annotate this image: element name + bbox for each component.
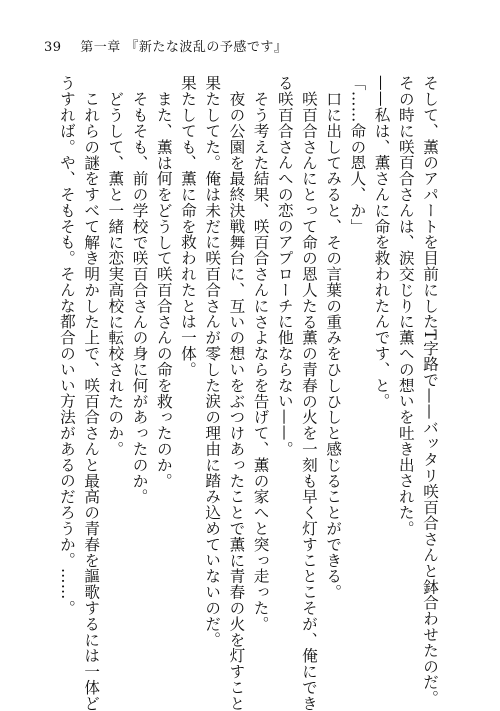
text-line: 果たしてた。俺は未だに咲百合さんが零した涙の理由に踏み込めていないのだ。 — [203, 75, 222, 648]
text-line: 果たしても、薫に命を救われたとは一体。 — [178, 75, 197, 378]
chapter-title: 『新たな波乱の予感です』 — [125, 40, 288, 55]
chapter-label: 第一章 — [80, 40, 121, 55]
novel-body-text — [57, 75, 442, 711]
text-line: うすれば。や、そもそも。そんな都合のいい方法があるのだろうか。……。 — [57, 75, 76, 616]
text-line: ——私は、薫さんに命を救われたんです、と。 — [372, 75, 391, 409]
text-line: る咲百合さんへの恋のアプローチに他ならない——。 — [275, 75, 294, 457]
text-line: その時に咲百合さんは、涙交じりに薫への想いを吐き出された。 — [396, 75, 415, 537]
text-line: そう考えた結果、咲百合さんにさよならを告げて、薫の家へと突っ走った。 — [251, 90, 270, 632]
page-number: 39 — [44, 40, 62, 55]
running-header — [44, 36, 287, 55]
text-line: 口に出してみると、その言葉の重みをひしひしと感じることができる。 — [324, 90, 343, 600]
text-line: 咲百合さんにとって命の恩人たる薫の青春の火を一刻も早く灯すことこそが、俺にでき — [299, 90, 318, 711]
text-line: どうして、薫と一緒に恋実高校に転校されたのか。 — [106, 90, 125, 457]
text-line: そして、薫のアパートを目前にしたT字路で——バッタリ咲百合さんと鉢合わせたのだ。 — [421, 75, 439, 706]
text-line: そもそも、前の学校で咲百合さんの身に何があったのか。 — [130, 90, 149, 504]
text-line: また、薫は何をどうして咲百合さんの命を救ったのか。 — [154, 90, 173, 489]
dialogue-line: 「……命の恩人、か」 — [348, 75, 367, 234]
text-line: これらの謎をすべて解き明かした上で、咲百合さんと最高の青春を謳歌するには一体ど — [82, 90, 101, 711]
text-line: 夜の公園を最終決戦舞台に、互いの想いをぶつけあったことで薫に青春の火を灯すこと — [227, 90, 246, 711]
